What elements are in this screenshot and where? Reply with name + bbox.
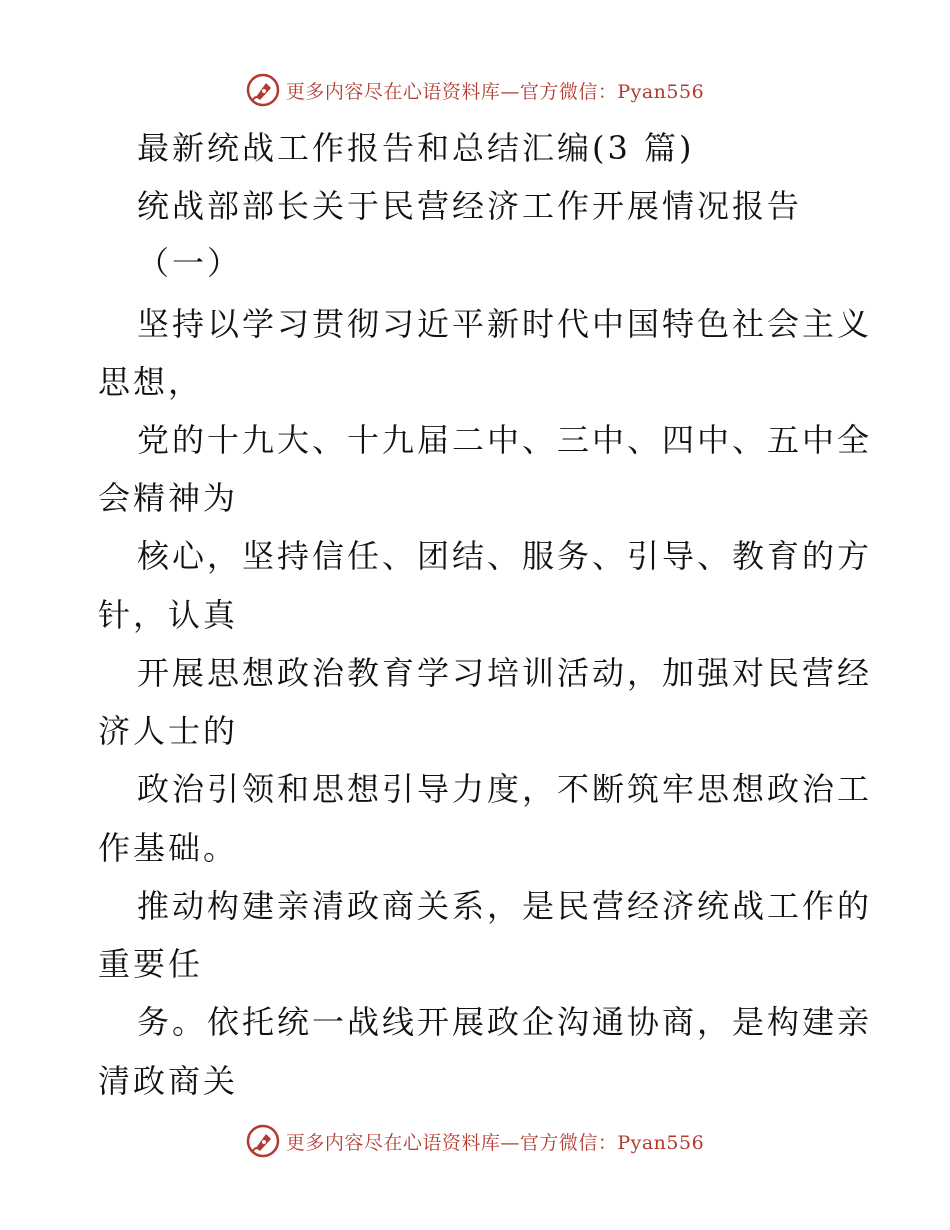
paragraph-line: 核心，坚持信任、团结、服务、引导、教育的方 [137, 537, 873, 575]
document-title: 最新统战工作报告和总结汇编(3 篇) [137, 129, 695, 167]
watermark-text: 更多内容尽在心语资料库—官方微信：Pyan556 [285, 80, 705, 103]
paragraph-line: 济人士的 [98, 712, 239, 750]
paragraph-line: 党的十九大、十九届二中、三中、四中、五中全 [137, 421, 873, 459]
pen-nib-logo-icon [246, 1124, 280, 1158]
paragraph-line: 开展思想政治教育学习培训活动，加强对民营经 [137, 654, 873, 692]
paragraph-line: 重要任 [98, 945, 204, 983]
paragraph-line: 政治引领和思想引导力度，不断筑牢思想政治工 [137, 770, 873, 808]
paragraph-line: 推动构建亲清政商关系，是民营经济统战工作的 [137, 887, 873, 925]
header-watermark [0, 70, 950, 110]
footer-watermark [0, 1121, 950, 1161]
paragraph-line: 针，认真 [98, 596, 239, 634]
document-subtitle: 统战部部长关于民营经济工作开展情况报告 [137, 187, 803, 225]
paragraph-line: 务。依托统一战线开展政企沟通协商，是构建亲 [137, 1003, 873, 1041]
pen-nib-logo-icon [246, 73, 280, 107]
paragraph-line: 会精神为 [98, 479, 239, 517]
section-marker: （一） [137, 244, 243, 282]
paragraph-line: 坚持以学习贯彻习近平新时代中国特色社会主义 [137, 305, 873, 343]
paragraph-line: 思想， [98, 363, 204, 401]
paragraph-line: 清政商关 [98, 1062, 239, 1100]
paragraph-line: 作基础。 [98, 829, 239, 867]
watermark-text: 更多内容尽在心语资料库—官方微信：Pyan556 [285, 1131, 705, 1154]
